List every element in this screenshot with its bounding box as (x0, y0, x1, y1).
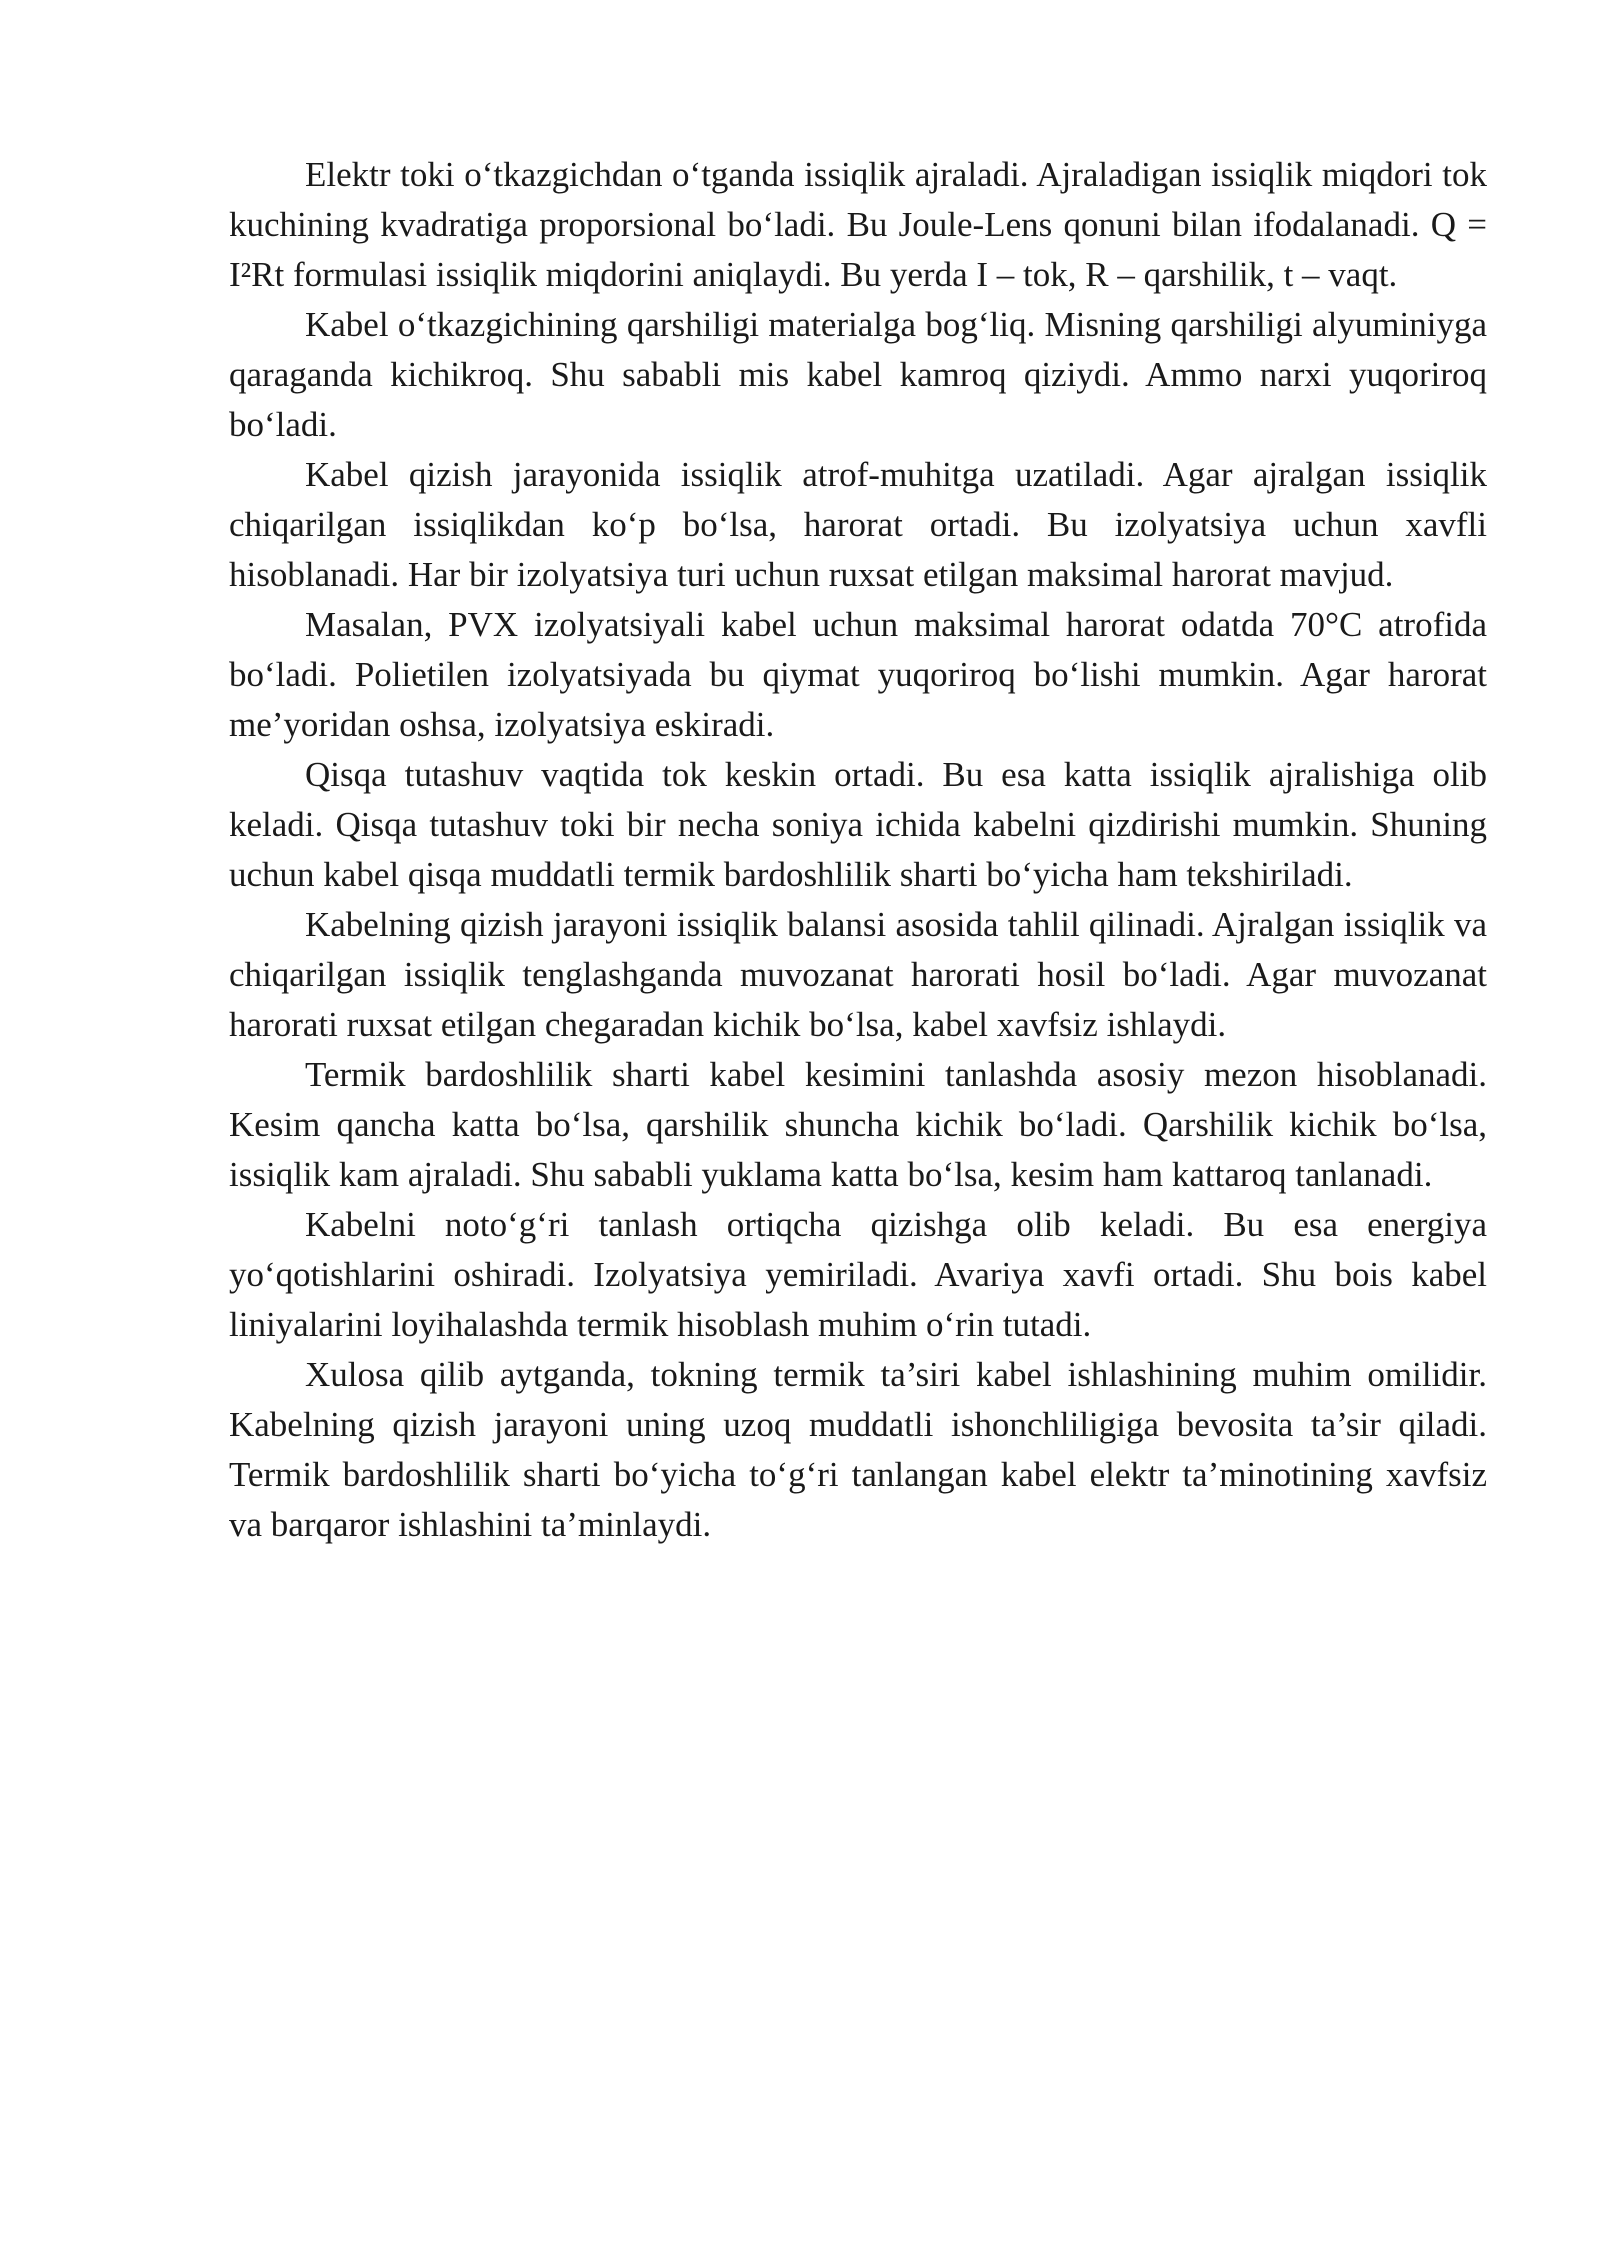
paragraph: Kabelni noto‘g‘ri tanlash ortiqcha qizishga olib keladi. Bu esa energiya yo‘qotishlarini oshiradi. Izolyatsiya yemiriladi. Avariya xavfi ortadi. Shu bois kabel liniyalarini loyihalashda termik hisoblash muhim o‘rin tutadi. (229, 1205, 1487, 1344)
paragraph: Xulosa qilib aytganda, tokning termik ta’siri kabel ishlashining muhim omilidir. Kabelning qizish jarayoni uning uzoq muddatli ishonchliligiga bevosita ta’sir qiladi. Termik bardoshlilik sharti bo‘yicha to‘g‘ri tanlangan kabel elektr ta’minotining xavfsiz va barqaror ishlashini ta’minlaydi. (229, 1355, 1487, 1544)
paragraph: Qisqa tutashuv vaqtida tok keskin ortadi. Bu esa katta issiqlik ajralishiga olib keladi. Qisqa tutashuv toki bir necha soniya ichida kabelni qizdirishi mumkin. Shuning uchun kabel qisqa muddatli termik bardoshlilik sharti bo‘yicha ham tekshiriladi. (229, 755, 1487, 894)
document-page (229, 150, 1487, 1550)
paragraph: Termik bardoshlilik sharti kabel kesimini tanlashda asosiy mezon hisoblanadi. Kesim qancha katta bo‘lsa, qarshilik shuncha kichik bo‘ladi. Qarshilik kichik bo‘lsa, issiqlik kam ajraladi. Shu sababli yuklama katta bo‘lsa, kesim ham kattaroq tanlanadi. (229, 1055, 1487, 1194)
paragraph: Elektr toki o‘tkazgichdan o‘tganda issiqlik ajraladi. Ajraladigan issiqlik miqdori tok kuchining kvadratiga proporsional bo‘ladi. Bu Joule-Lens qonuni bilan ifodalanadi. Q = I²Rt formulasi issiqlik miqdorini aniqlaydi. Bu yerda I – tok, R – qarshilik, t – vaqt. (229, 155, 1487, 294)
paragraph: Kabelning qizish jarayoni issiqlik balansi asosida tahlil qilinadi. Ajralgan issiqlik va chiqarilgan issiqlik tenglashganda muvozanat harorati hosil bo‘ladi. Agar muvozanat harorati ruxsat etilgan chegaradan kichik bo‘lsa, kabel xavfsiz ishlaydi. (229, 905, 1487, 1044)
paragraph: Masalan, PVX izolyatsiyali kabel uchun maksimal harorat odatda 70°C atrofida bo‘ladi. Polietilen izolyatsiyada bu qiymat yuqoriroq bo‘lishi mumkin. Agar harorat me’yoridan oshsa, izolyatsiya eskiradi. (229, 605, 1487, 744)
paragraph: Kabel qizish jarayonida issiqlik atrof-muhitga uzatiladi. Agar ajralgan issiqlik chiqarilgan issiqlikdan ko‘p bo‘lsa, harorat ortadi. Bu izolyatsiya uchun xavfli hisoblanadi. Har bir izolyatsiya turi uchun ruxsat etilgan maksimal harorat mavjud. (229, 455, 1487, 594)
paragraph: Kabel o‘tkazgichining qarshiligi materialga bog‘liq. Misning qarshiligi alyuminiyga qaraganda kichikroq. Shu sababli mis kabel kamroq qiziydi. Ammo narxi yuqoriroq bo‘ladi. (229, 305, 1487, 444)
